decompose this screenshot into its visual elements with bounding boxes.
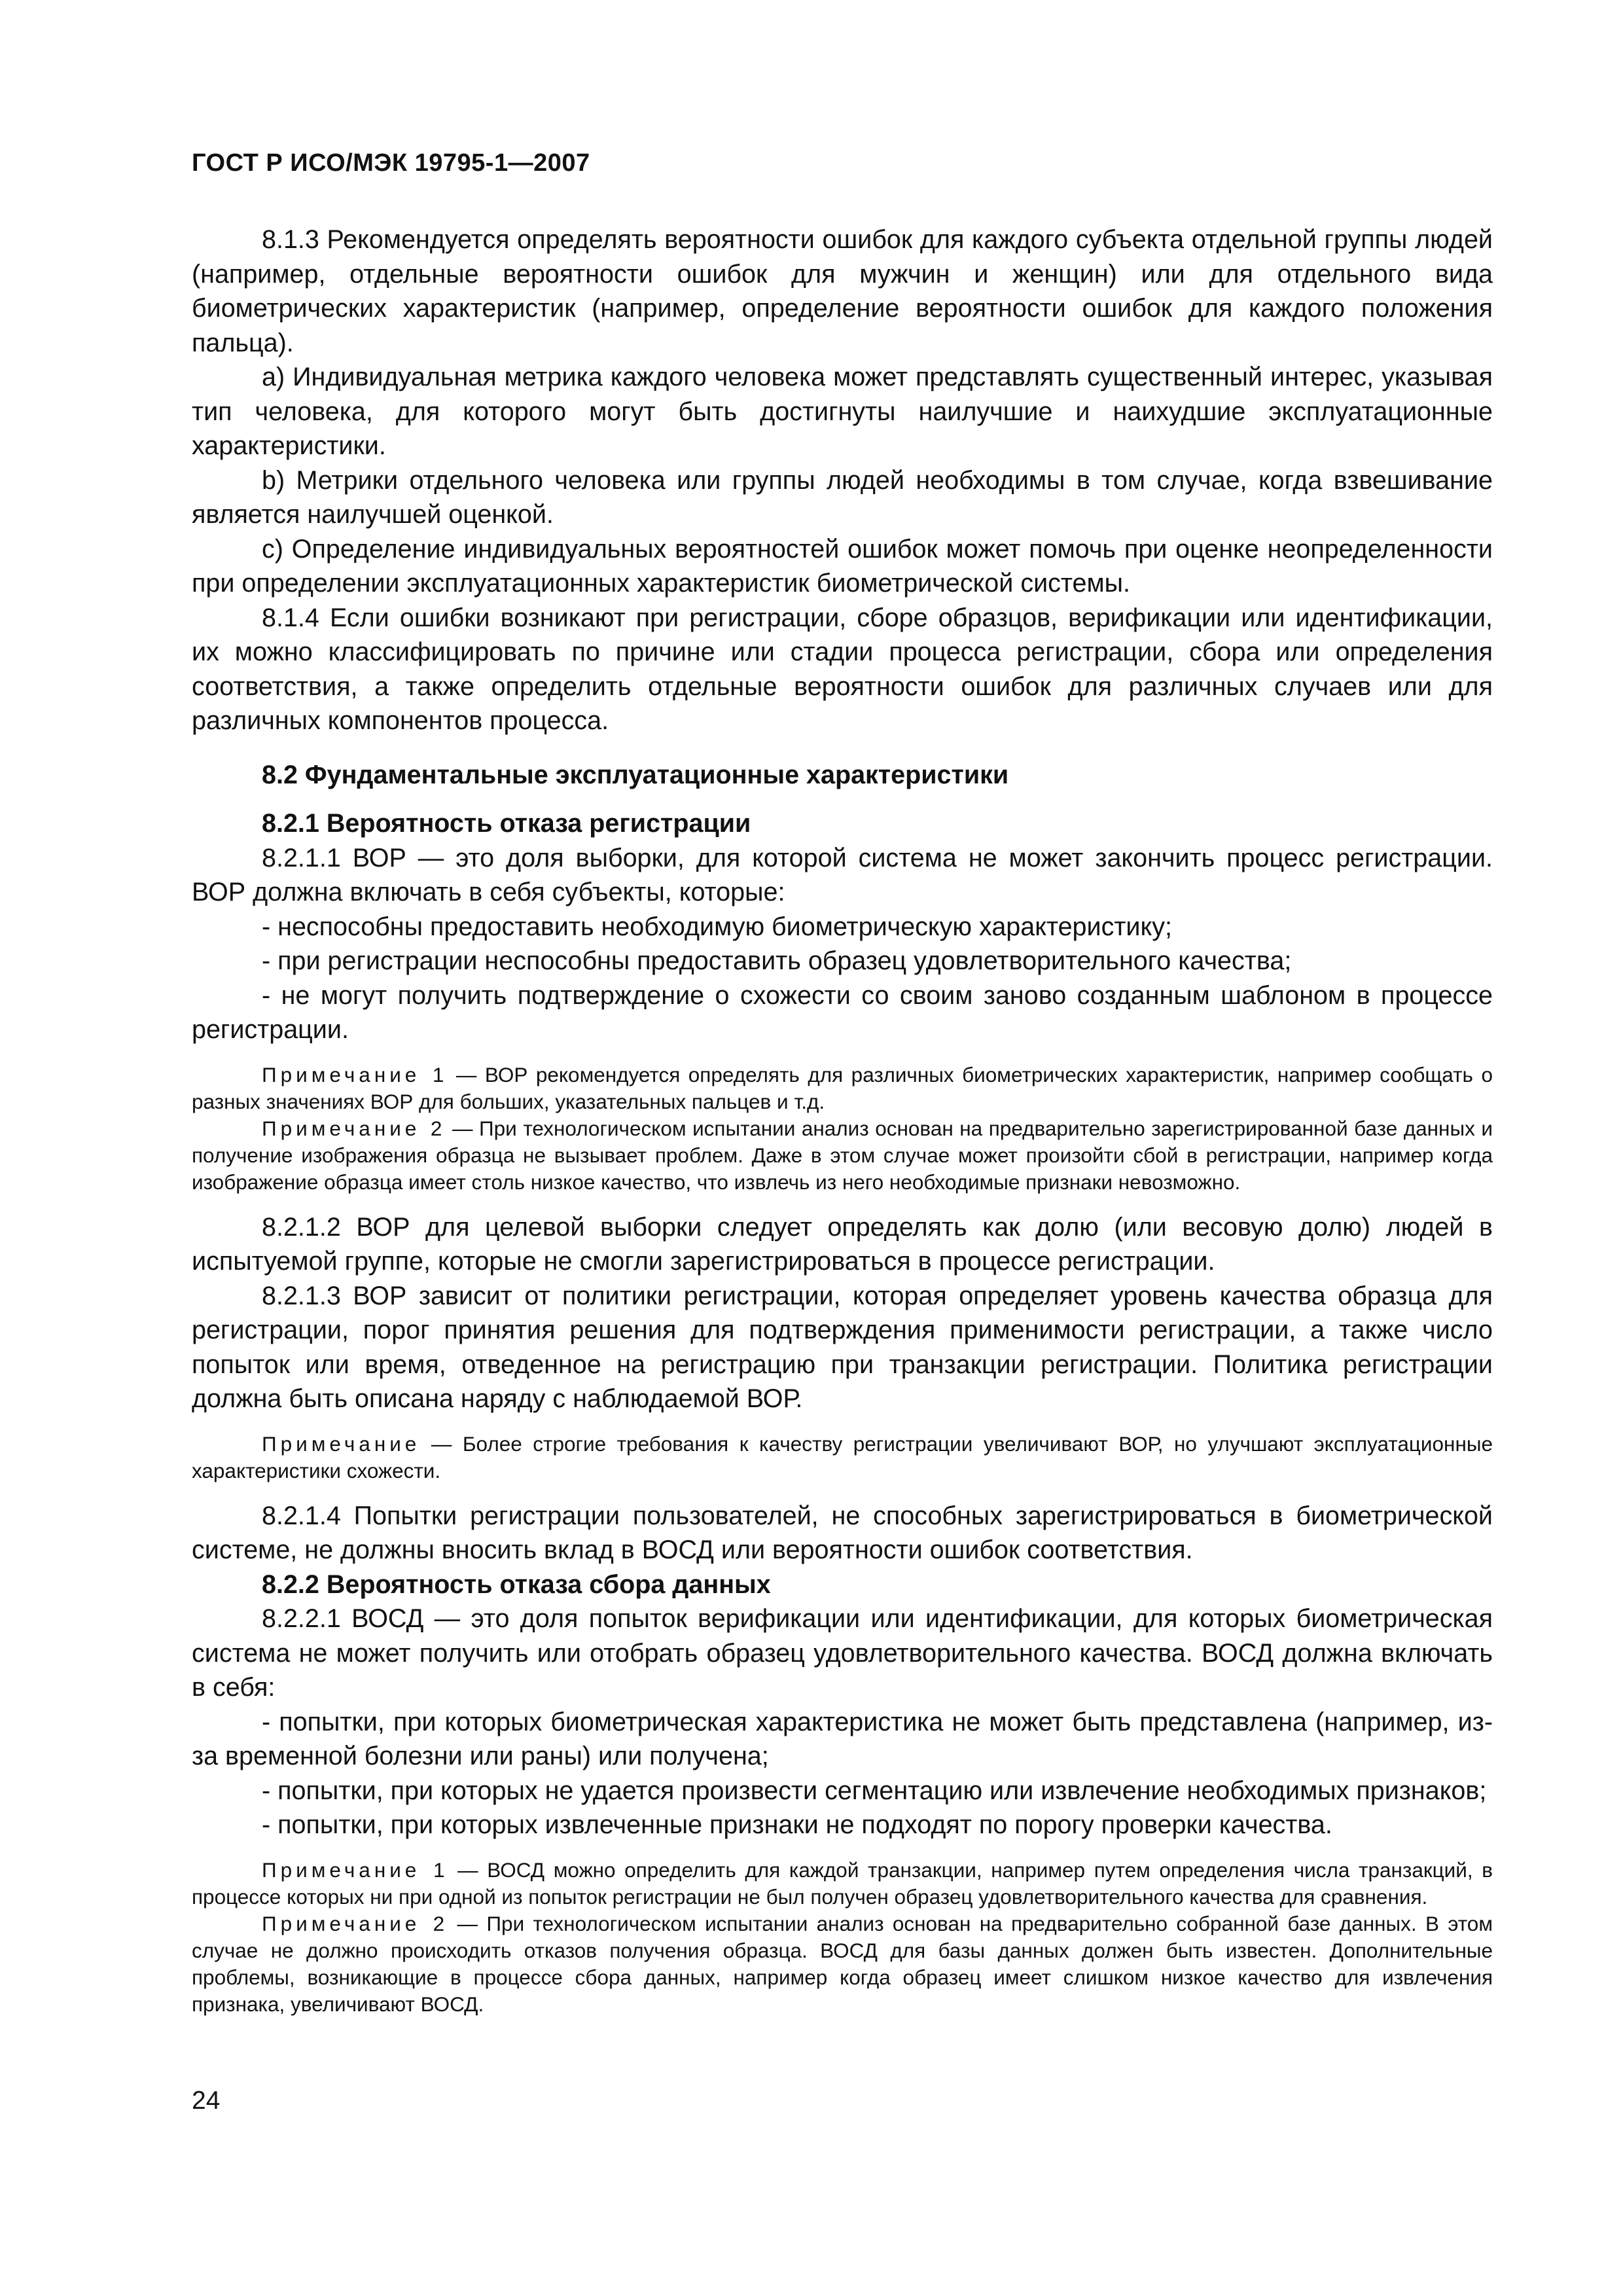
section-heading-8-2: 8.2 Фундаментальные эксплуатационные характеристики	[262, 760, 1009, 789]
note-2-acquisition	[192, 1910, 1493, 2018]
document-body	[192, 223, 1493, 2018]
list-item: - попытки, при которых не удается произвести сегментацию или извлечение необходимых признаков;	[262, 1776, 1487, 1805]
note-2-enrollment	[192, 1115, 1493, 1196]
subsection-heading-8-2-2: 8.2.2 Вероятность отказа сбора данных	[262, 1570, 771, 1599]
note-text: — Более строгие требования к качеству регистрации увеличивают ВОР, но улучшают эксплуатационные характеристики схожести.	[192, 1431, 1493, 1482]
note-text: — ВОР рекомендуется определять для различных биометрических характеристик, например сообщать о разных значениях ВОР для больших, указательных пальцев и т.д.	[192, 1062, 1493, 1113]
subsection-heading-8-2-1: 8.2.1 Вероятность отказа регистрации	[262, 809, 751, 838]
note-1-enrollment	[192, 1062, 1493, 1115]
note-label: Примечание 1	[262, 1062, 448, 1086]
paragraph-8-2-1-1: 8.2.1.1 ВОР — это доля выборки, для которой система не может закончить процесс регистрации. ВОР должна включать в себя субъекты, которые:	[192, 843, 1493, 906]
note-text: — ВОСД можно определить для каждой транзакции, например путем определения числа транзакций, в процессе которых ни при одной из попыток регистрации не был получен образец удовлетворительного качества для сравнения.	[192, 1857, 1493, 1909]
paragraph-8-2-1-3: 8.2.1.3 ВОР зависит от политики регистрации, которая определяет уровень качества образца для регистрации, порог принятия решения для подтверждения применимости регистрации, а также число попыток или время, отведенное на регистрацию при транзакции регистрации. Политика регистрации должна быть описана наряду с наблюдаемой ВОР.	[192, 1281, 1493, 1413]
list-item: - попытки, при которых извлеченные признаки не подходят по порогу проверки качества.	[262, 1810, 1332, 1839]
note-1-acquisition	[192, 1857, 1493, 1910]
paragraph-8-1-3: 8.1.3 Рекомендуется определять вероятности ошибок для каждого субъекта отдельной группы людей (например, отдельные вероятности ошибок для мужчин и женщин) или для отдельного вида биометрических характеристик (например, определение вероятности ошибок для каждого положения пальца).	[192, 225, 1493, 357]
document-header-title: ГОСТ Р ИСО/МЭК 19795-1—2007	[192, 149, 590, 177]
list-item: - не могут получить подтверждение о схожести со своим заново созданным шаблоном в процессе регистрации.	[192, 980, 1493, 1044]
note-label: Примечание 2	[262, 1911, 449, 1935]
note-label: Примечание 2	[262, 1116, 446, 1140]
note-text: — При технологическом испытании анализ основан на предварительно собранной базе данных. В этом случае не должно происходить отказов получения образца. ВОСД для базы данных должен быть известен. Дополнительные проблемы, возникающие в процессе сбора данных, например когда образец имеет слишком низкое качество для извлечения признака, увеличивают ВОСД.	[192, 1911, 1493, 2016]
note-label: Примечание	[262, 1431, 421, 1456]
note-label: Примечание 1	[262, 1857, 449, 1882]
note-text: — При технологическом испытании анализ основан на предварительно зарегистрированной базе данных и получение изображения образца не вызывает проблем. Даже в этом случае может произойти сбой в регистрации, например когда изображение образца имеет столь низкое качество, что извлечь из него необходимые признаки невозможно.	[192, 1116, 1493, 1194]
paragraph-8-2-1-2: 8.2.1.2 ВОР для целевой выборки следует определять как долю (или весовую долю) людей в испытуемой группе, которые не смогли зарегистрироваться в процессе регистрации.	[192, 1212, 1493, 1276]
paragraph-8-1-3-a: a) Индивидуальная метрика каждого человека может представлять существенный интерес, указывая тип человека, для которого могут быть достигнуты наилучшие и наихудшие эксплуатационные характеристики.	[192, 363, 1493, 460]
paragraph-8-1-3-c: c) Определение индивидуальных вероятностей ошибок может помочь при оценке неопределенности при определении эксплуатационных характеристик биометрической системы.	[192, 534, 1493, 598]
paragraph-8-2-2-1: 8.2.2.1 ВОСД — это доля попыток верификации или идентификации, для которых биометрическая система не может получить или отобрать образец удовлетворительного качества. ВОСД должна включать в себя:	[192, 1604, 1493, 1702]
paragraph-8-1-4: 8.1.4 Если ошибки возникают при регистрации, сборе образцов, верификации или идентификации, их можно классифицировать по причине или стадии процесса регистрации, сбора или определения соответствия, а также определить отдельные вероятности ошибок для различных случаев или для различных компонентов процесса.	[192, 603, 1493, 735]
list-item: - попытки, при которых биометрическая характеристика не может быть представлена (например, из-за временной болезни или раны) или получена;	[192, 1707, 1493, 1770]
page-number: 24	[192, 2087, 221, 2115]
paragraph-8-1-3-b: b) Метрики отдельного человека или группы людей необходимы в том случае, когда взвешивание является наилучшей оценкой.	[192, 465, 1493, 529]
list-item: - при регистрации неспособны предоставить образец удовлетворительного качества;	[262, 946, 1292, 975]
paragraph-8-2-1-4: 8.2.1.4 Попытки регистрации пользователей, не способных зарегистрироваться в биометрической системе, не должны вносить вклад в ВОСД или вероятности ошибок соответствия.	[192, 1501, 1493, 1564]
note-enrollment-quality	[192, 1431, 1493, 1484]
list-item: - неспособны предоставить необходимую биометрическую характеристику;	[262, 912, 1172, 941]
